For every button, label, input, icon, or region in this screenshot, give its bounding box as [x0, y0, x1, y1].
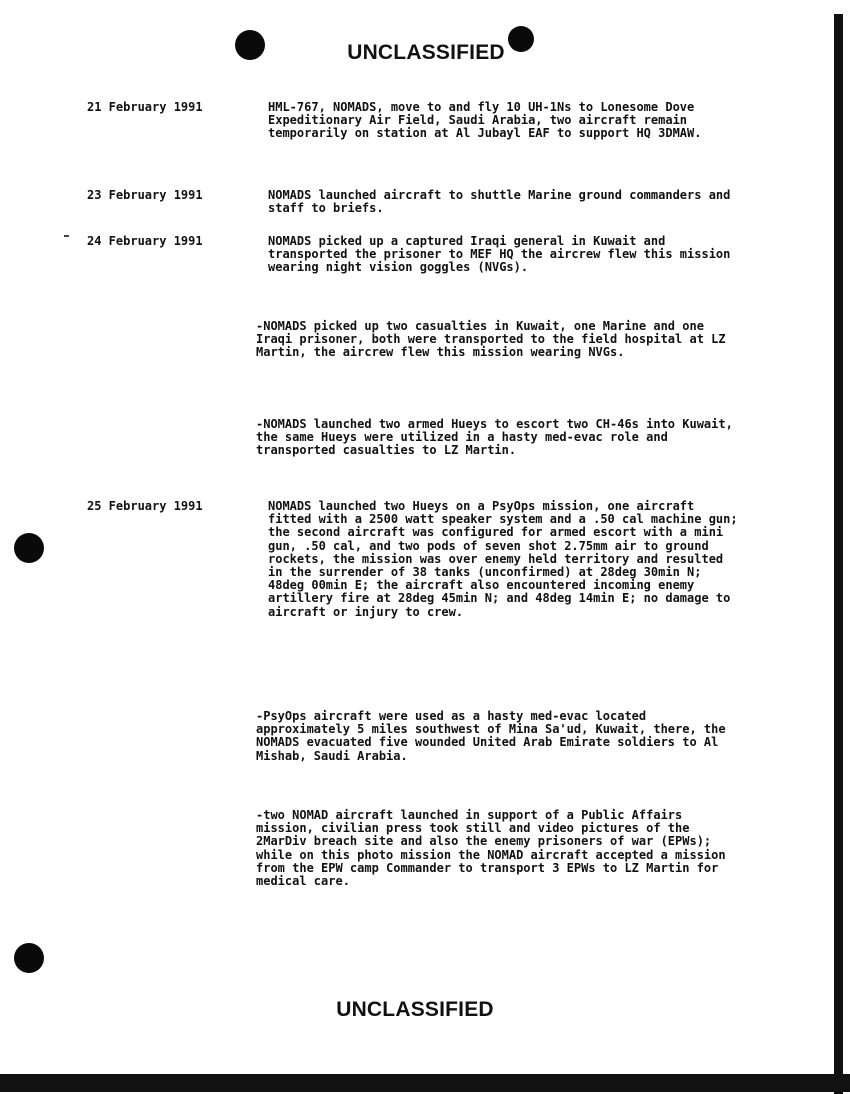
- entry-text: NOMADS picked up a captured Iraqi general in Kuwait and transported the prisoner to MEF HQ the aircrew flew this mission wearing night vision goggles (NVGs).: [268, 234, 731, 275]
- punch-hole: [14, 943, 44, 973]
- entry-text: NOMADS launched two Hueys on a PsyOps mission, one aircraft fitted with a 2500 watt speaker system and a .50 cal machine gun; the second aircraft was configured for armed escort with a mini gun, .50 cal, and two pods of seven shot 2.75mm air to ground rockets, the mission was over enemy held territory and resulted in the surrender of 38 tanks (unconfirmed) at 28deg 30min N; 48deg 00min E; the aircraft also encountered incoming enemy artillery fire at 28deg 45min N; and 48deg 14min E; no damage to aircraft or injury to crew.: [268, 499, 738, 619]
- entry-date: 25 February 1991: [87, 499, 203, 513]
- classification-marking-bottom: UNCLASSIFIED: [336, 998, 494, 1021]
- classification-marking-top: UNCLASSIFIED: [347, 41, 505, 64]
- stray-mark: [64, 235, 69, 237]
- entry-text: NOMADS launched aircraft to shuttle Marine ground commanders and staff to briefs.: [268, 188, 731, 216]
- entry-text: HML-767, NOMADS, move to and fly 10 UH-1Ns to Lonesome Dove Expeditionary Air Field, Saudi Arabia, two aircraft remain temporarily on station at Al Jubayl EAF to support HQ 3DMAW.: [268, 100, 702, 141]
- entry-subitem: -PsyOps aircraft were used as a hasty med-evac located approximately 5 miles southwest of Mina Sa'ud, Kuwait, there, the NOMADS evacuated five wounded United Arab Emirate soldiers to Al Mishab, Saudi Arabia.: [256, 709, 726, 763]
- punch-hole: [14, 533, 44, 563]
- scan-border-bottom: [0, 1074, 850, 1092]
- entry-subitem: -two NOMAD aircraft launched in support of a Public Affairs mission, civilian press took still and video pictures of the 2MarDiv breach site and also the enemy prisoners of war (EPWs); while on this photo mission the NOMAD aircraft accepted a mission from the EPW camp Commander to transport 3 EPWs to LZ Martin for medical care.: [256, 808, 726, 889]
- entry-subitem: -NOMADS launched two armed Hueys to escort two CH-46s into Kuwait, the same Hueys were utilized in a hasty med-evac role and transported casualties to LZ Martin.: [256, 417, 733, 458]
- entry-date: 23 February 1991: [87, 188, 203, 202]
- entry-date: 21 February 1991: [87, 100, 203, 114]
- scan-border-right: [834, 14, 843, 1094]
- entry-date: 24 February 1991: [87, 234, 203, 248]
- entry-subitem: -NOMADS picked up two casualties in Kuwait, one Marine and one Iraqi prisoner, both were transported to the field hospital at LZ Martin, the aircrew flew this mission wearing NVGs.: [256, 319, 726, 360]
